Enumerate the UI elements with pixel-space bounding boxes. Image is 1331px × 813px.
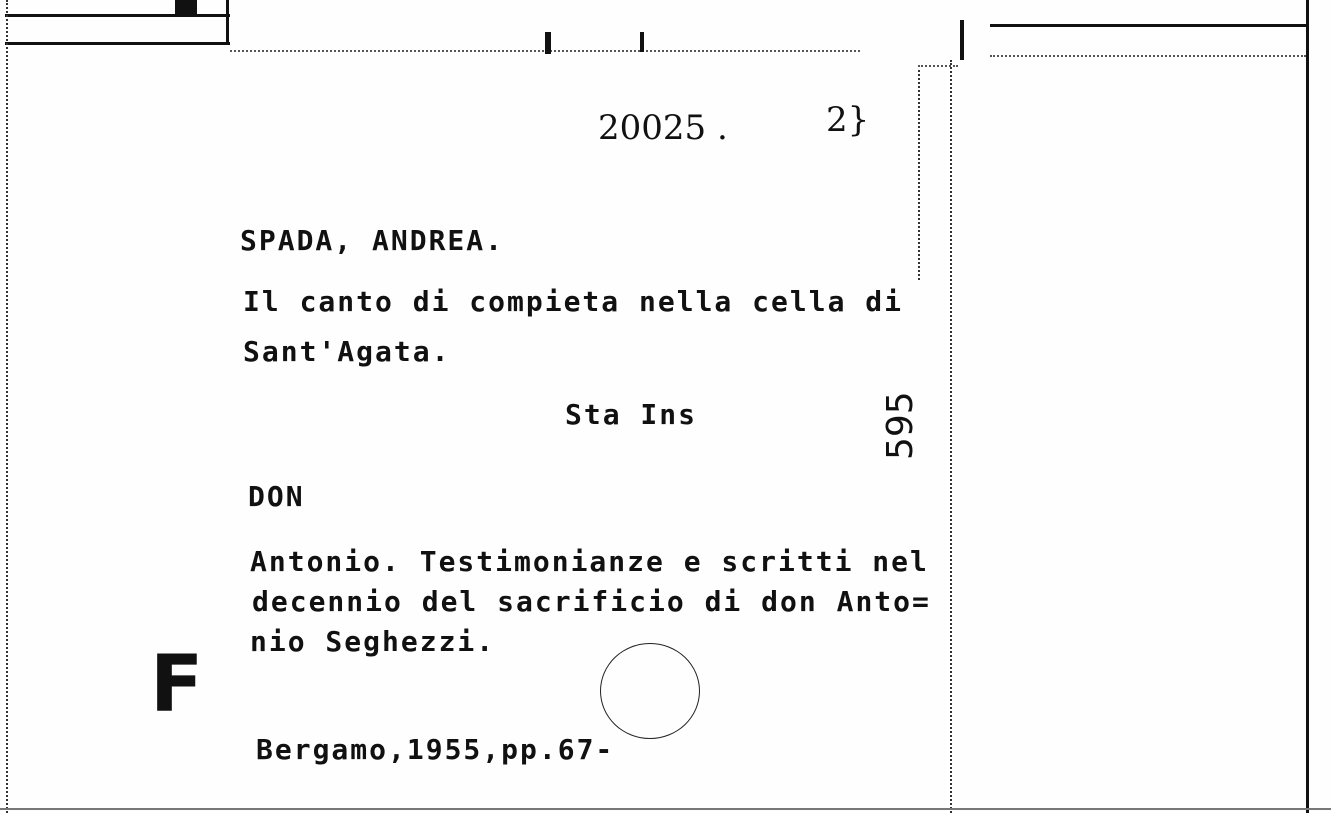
title-line-1: Il canto di compieta nella cella di xyxy=(243,285,904,318)
notes-line-3: nio Seghezzi. xyxy=(250,625,496,658)
series-word: DON xyxy=(248,480,305,513)
column-divider-top xyxy=(960,20,964,60)
inner-box-left xyxy=(918,65,920,280)
notes-line-1: Antonio. Testimonianze e scritti nel xyxy=(250,545,929,578)
author-heading: SPADA, ANDREA. xyxy=(240,224,505,257)
vertical-number: 595 xyxy=(880,391,921,460)
notes-line-2: decennio del sacrificio di don Anto= xyxy=(252,585,931,618)
circle-stamp xyxy=(600,643,700,739)
top-left-tab-right xyxy=(226,0,229,45)
left-edge-line xyxy=(6,0,8,813)
top-rule-mark xyxy=(545,32,551,54)
column-divider xyxy=(950,60,952,813)
accession-suffix: 2} xyxy=(826,100,870,140)
handwritten-letter: F xyxy=(150,640,204,730)
title-line-2: Sant'Agata. xyxy=(243,335,451,368)
right-edge-line xyxy=(1306,0,1309,813)
imprint-line: Bergamo,1955,pp.67- xyxy=(256,733,615,766)
bottom-edge-line xyxy=(0,808,1331,810)
inner-box-top xyxy=(918,65,958,67)
top-left-tab-frame xyxy=(5,14,230,17)
top-rule-mark-2 xyxy=(640,32,644,52)
top-left-tab-frame-bottom xyxy=(5,42,230,45)
call-mark: Sta Ins xyxy=(565,398,698,431)
top-right-dotted-rule xyxy=(990,55,1306,57)
accession-number: 20025 . xyxy=(598,108,728,148)
top-left-tab-marker xyxy=(175,0,197,14)
top-right-rule xyxy=(990,24,1306,27)
